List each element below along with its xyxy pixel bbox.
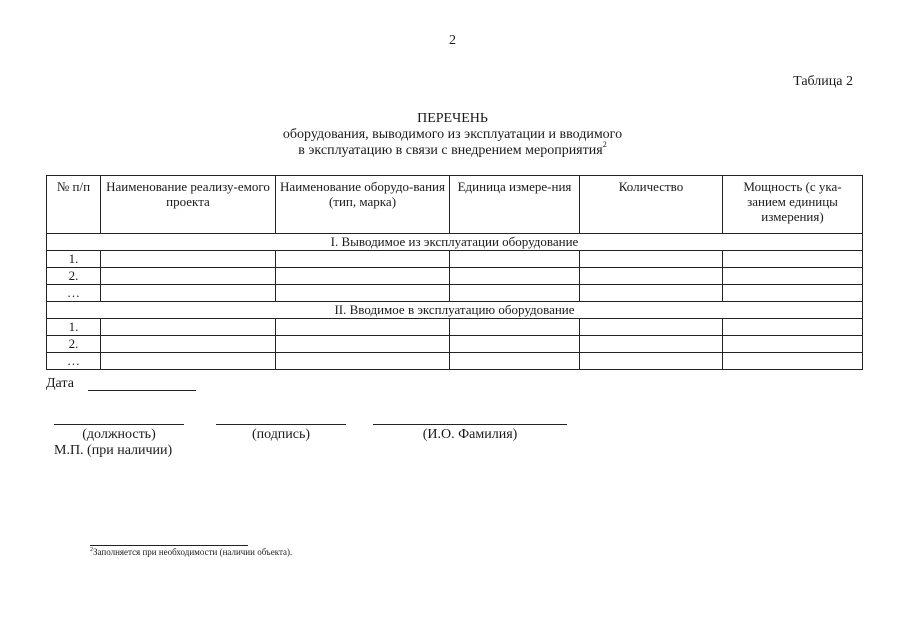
row-number: … [47, 353, 101, 370]
footnote-separator [90, 545, 248, 546]
header-project: Наименование реализу-емого проекта [101, 176, 276, 234]
table-cell [723, 251, 863, 268]
table-row [47, 285, 863, 302]
footnote-number: 2 [90, 547, 93, 553]
table-cell [276, 353, 450, 370]
table-cell [580, 319, 723, 336]
table-cell [101, 285, 276, 302]
table-cell [450, 251, 580, 268]
table-cell [450, 319, 580, 336]
row-number: 1. [47, 251, 101, 268]
table-cell [101, 319, 276, 336]
table-cell [723, 285, 863, 302]
date-line [88, 390, 196, 391]
table-row [47, 353, 863, 370]
table-cell [580, 353, 723, 370]
table-cell [276, 336, 450, 353]
table-cell [450, 353, 580, 370]
section-title-commissioned: II. Вводимое в эксплуатацию оборудование [47, 302, 863, 319]
table-cell [101, 268, 276, 285]
table-header-row [47, 176, 863, 234]
header-power: Мощность (с ука-занием единицы измерения) [723, 176, 863, 234]
table-cell [580, 285, 723, 302]
table-cell [101, 353, 276, 370]
table-cell [450, 268, 580, 285]
page-number: 2 [449, 33, 456, 48]
footnote [90, 547, 292, 557]
table-cell [580, 251, 723, 268]
name-line [373, 424, 567, 425]
table-row [47, 251, 863, 268]
table-row [47, 336, 863, 353]
header-equipment: Наименование оборудо-вания (тип, марка) [276, 176, 450, 234]
table-cell [580, 336, 723, 353]
table-cell [723, 268, 863, 285]
section-title-decommissioned: I. Выводимое из эксплуатации оборудование [47, 234, 863, 251]
row-number: 2. [47, 268, 101, 285]
header-number: № п/п [47, 176, 101, 234]
row-number: 2. [47, 336, 101, 353]
footnote-mark: 2 [602, 140, 607, 149]
position-line [54, 424, 184, 425]
row-number: 1. [47, 319, 101, 336]
date-label: Дата [46, 376, 74, 391]
document-title: ПЕРЕЧЕНЬ [417, 111, 488, 126]
section-row-commissioned [47, 302, 863, 319]
signature-line [216, 424, 346, 425]
section-row-decommissioned [47, 234, 863, 251]
table-cell [101, 251, 276, 268]
table-label: Таблица 2 [793, 74, 853, 89]
name-label: (И.О. Фамилия) [422, 427, 518, 442]
table-cell [276, 251, 450, 268]
table-cell [276, 268, 450, 285]
subtitle-text: в эксплуатацию в связи с внедрением мероприятия [298, 143, 603, 158]
footnote-text: Заполняется при необходимости (наличии объекта). [93, 547, 293, 557]
position-label: (должность) [82, 427, 156, 442]
row-number: … [47, 285, 101, 302]
table-cell [450, 336, 580, 353]
table-cell [723, 319, 863, 336]
table-row [47, 319, 863, 336]
table-row [47, 268, 863, 285]
document-subtitle-line2 [0, 140, 905, 159]
table-cell [723, 353, 863, 370]
document-subtitle-line1: оборудования, выводимого из эксплуатации и вводимого [282, 127, 623, 142]
table-cell [723, 336, 863, 353]
header-quantity: Количество [580, 176, 723, 234]
signature-label: (подпись) [251, 427, 311, 442]
table-cell [450, 285, 580, 302]
table-cell [580, 268, 723, 285]
table-cell [276, 319, 450, 336]
table-cell [276, 285, 450, 302]
equipment-table [46, 175, 863, 370]
stamp-label: М.П. (при наличии) [54, 443, 173, 458]
table-cell [101, 336, 276, 353]
header-unit: Единица измере-ния [450, 176, 580, 234]
